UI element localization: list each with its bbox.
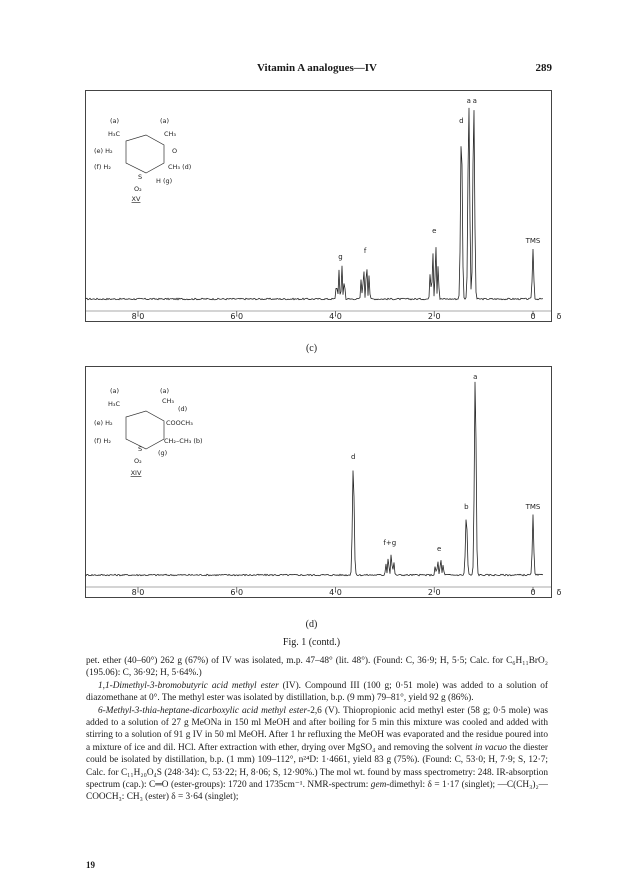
nmr-spectrum-d [85,366,562,598]
structure-label: (d) [178,405,188,413]
axis-unit: δ [556,588,562,597]
x-tick-label: 4·0 [329,588,342,597]
peak-e [432,227,436,235]
structure-label: S [138,173,143,181]
running-title: Vitamin A analogues—IV [256,62,377,74]
x-axis [86,587,551,597]
x-tick-label: 0 [530,588,536,597]
page-number: 289 [535,62,552,74]
structure-label: (e) H₂ [94,147,113,155]
spectrum-trace [86,108,543,300]
svg-text:b: b [464,503,469,511]
svg-text:e: e [432,227,437,235]
svg-text:TMS: TMS [525,503,541,511]
peak-f [364,247,367,255]
structure-label: CH₃ [164,130,177,138]
structure-label: O₂ [134,185,142,193]
x-tick-label: 0 [530,312,536,321]
x-tick-label: 8·0 [131,588,145,597]
structure-label: COOCH₃ [166,419,193,427]
structure-label: H₃C [108,130,121,138]
spectrum-trace [86,382,543,576]
structure-label: (f) H₂ [94,163,111,171]
peak-f-g [383,539,396,547]
page-header [82,62,552,78]
peak-e [437,545,441,553]
chemical-structure [94,387,203,477]
peak-a [473,373,477,381]
peak-g [338,253,342,261]
peak-d [351,453,355,461]
structure-label: CH₂–CH₃ (b) [164,437,203,445]
svg-text:e: e [437,545,442,553]
x-tick-label: 6·0 [230,588,244,597]
structure-label: S [138,445,143,453]
peak-d [459,117,463,125]
compound-number: XIV [130,469,142,477]
structure-label: (e) H₂ [94,419,113,427]
structure-label: O₂ [134,457,142,465]
body-text [86,655,548,804]
compound-number: XV [131,195,141,203]
svg-text:f: f [363,247,367,255]
structure-label: H (g) [156,177,173,185]
peak-a [467,97,471,105]
x-tick-label: 4·0 [329,312,342,321]
peak-TMS [525,237,541,245]
structure-label: (a) [160,117,170,125]
peak-b [464,503,469,511]
nmr-spectrum-c [85,90,562,322]
peak-TMS [525,503,541,511]
axis-unit: δ [556,312,562,321]
structure-label: (a) [160,387,170,395]
x-tick-label: 6·0 [230,312,244,321]
x-tick-label: 8·0 [131,312,145,321]
structure-label: H₃C [108,400,121,408]
svg-text:TMS: TMS [525,237,541,245]
x-tick-label: 2·0 [427,588,441,597]
svg-text:g: g [338,253,343,261]
structure-label: CH₃ (d) [168,163,192,171]
panel-label-c: (c) [305,343,318,354]
paragraph: pet. ether (40–60°) 262 g (67%) of IV was isolated, m.p. 47–48° (lit. 48°). (Found: C, 36·9; H, 5·5; Calc. for C₆H₁₁BrO₂ (195.06): C, 36·92; H, 5·64%.) [86,656,548,679]
x-tick-label: 2·0 [427,312,441,321]
x-axis [86,311,551,321]
panel-label-d: (d) [305,619,318,630]
svg-text:f+g: f+g [383,539,397,547]
peak-a [473,97,477,105]
footer-signature: 19 [86,860,95,870]
svg-text:a: a [473,373,478,381]
paragraph: 6-Methyl-3-thia-heptane-dicarboxylic acid methyl ester-2,6 (V). Thiopropionic acid methyl ester (58 g; 0·5 mole) was added to a solution of 27 g MeONa in 150 ml MeOH and after boiling for 5 min this mixture was cooled and added with stirring to a solution of 91 g IV in 50 ml MeOH. After 1 hr refluxing the MeOH was evaporated and the residue poured into a mixture of ice and dil. HCl. After extraction with ether, drying over MgSO₄ and removing the solvent in vacuo the diester could be isolated by distillation, b.p. (1 mm) 109–112°, n²⁴D: 1·4661, yield 83 g (75%). (Found: C, 53·0; H, 7·9; S, 12·7; Calc. for C₁₁H₂₀O₄S (248·34): C, 53·22; H, 8·06; S, 12·90%.) The mol wt. found by mass spectrometry: 248. IR-absorption spectrum (cap.): C═O (ester-groups): 1720 and 1735cm⁻¹. NMR-spectrum: gem-dimethyl: δ = 1·17 (singlet); —C(CH₃)₂—COOCH₃: CH₃ (ester) δ = 3·64 (singlet); [86,705,548,803]
structure-label: (a) [110,117,120,125]
paragraph: 1,1-Dimethyl-3-bromobutyric acid methyl ester (IV). Compound III (100 g; 0·51 mole) was added to a solution of diazomethane at 0°. The methyl ester was isolated by distillation, b.p. (9 mm) 79–81°, yield 92 g (86%). [86,680,548,704]
structure-label: (f) H₂ [94,437,111,445]
figure-caption: Fig. 1 (contd.) [282,637,341,648]
structure-label: (a) [110,387,120,395]
svg-text:d: d [351,453,356,461]
structure-label: (g) [158,449,168,457]
svg-text:d: d [459,117,464,125]
structure-label: O [172,147,178,155]
chemical-structure [94,117,191,203]
svg-text:a: a [466,97,471,105]
structure-label: CH₃ [162,397,175,405]
svg-text:a: a [472,97,477,105]
